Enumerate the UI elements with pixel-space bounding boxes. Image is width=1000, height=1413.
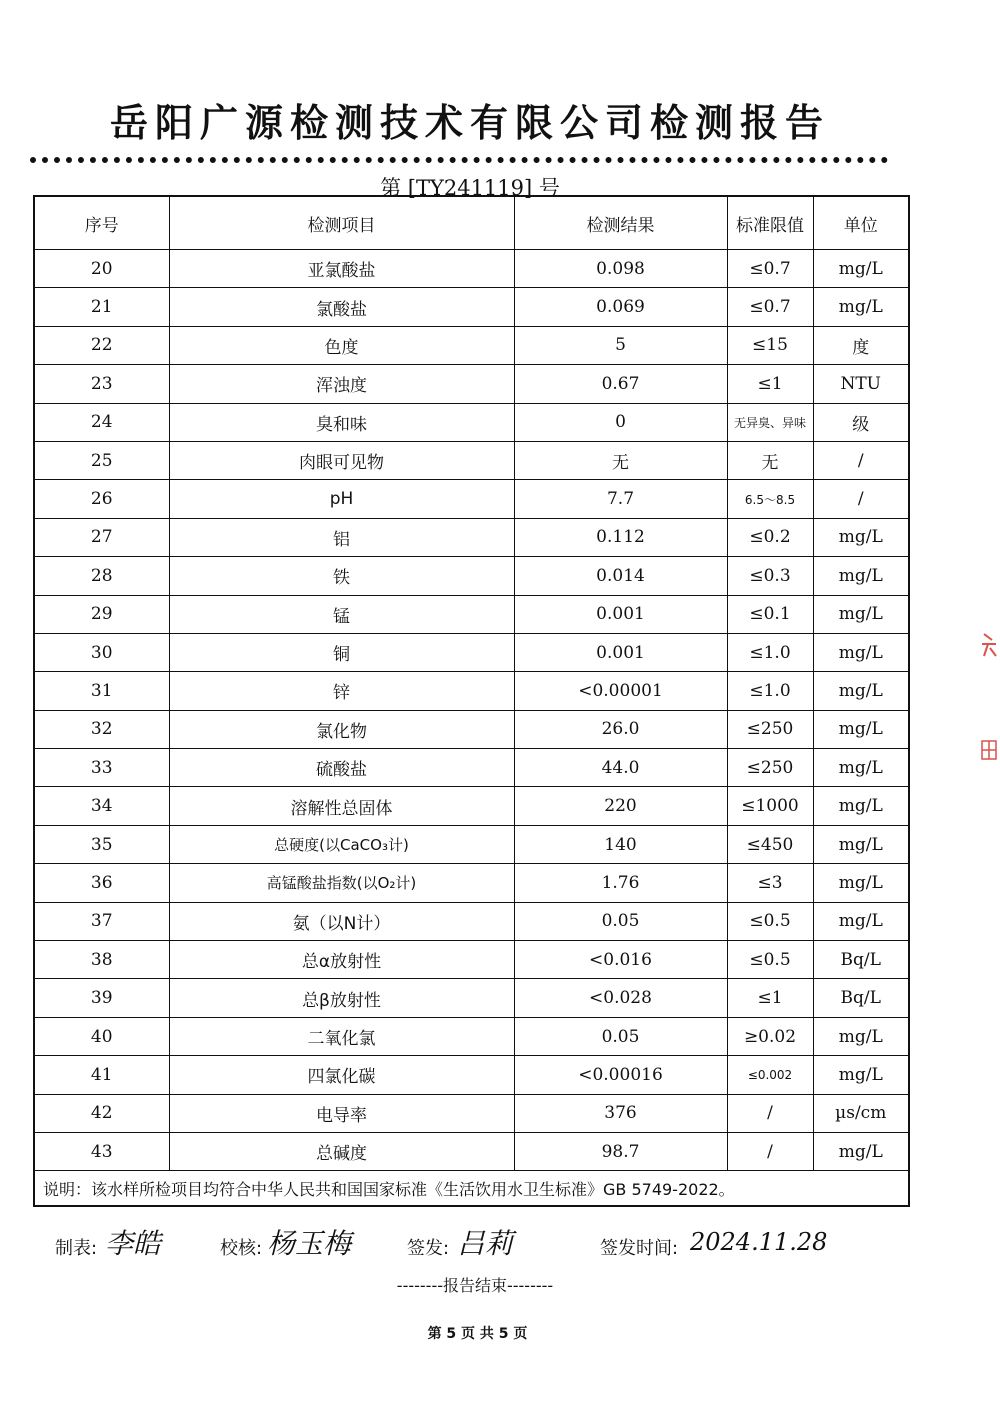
- cell-result: 5: [514, 326, 727, 364]
- report-number: 第 [TY241119] 号: [380, 176, 560, 200]
- cell-serial: 28: [34, 557, 169, 595]
- cell-limit: ≥0.02: [727, 1017, 813, 1055]
- table-row: [34, 710, 909, 748]
- cell-item: 总碱度: [169, 1132, 514, 1170]
- cell-result: 1.76: [514, 864, 727, 902]
- cell-unit: mg/L: [813, 1017, 909, 1055]
- cell-unit: mg/L: [813, 710, 909, 748]
- table-row: [34, 1056, 909, 1094]
- cell-limit: ≤0.2: [727, 518, 813, 556]
- cell-result: 0.069: [514, 288, 727, 326]
- cell-unit: mg/L: [813, 633, 909, 671]
- cell-result: <0.016: [514, 941, 727, 979]
- cell-item: 氯酸盐: [169, 288, 514, 326]
- cell-limit: ≤3: [727, 864, 813, 902]
- cell-result: <0.00001: [514, 672, 727, 710]
- prepared-label: 制表:: [55, 1238, 98, 1259]
- cell-item: 锌: [169, 672, 514, 710]
- table-row: [34, 595, 909, 633]
- cell-serial: 21: [34, 288, 169, 326]
- cell-result: 0.001: [514, 633, 727, 671]
- cell-unit: mg/L: [813, 864, 909, 902]
- cell-limit: 无异臭、异味: [727, 403, 813, 441]
- cell-serial: 30: [34, 633, 169, 671]
- cell-limit: ≤0.3: [727, 557, 813, 595]
- page-number: 第 5 页 共 5 页: [427, 1326, 528, 1342]
- cell-item: 氯化物: [169, 710, 514, 748]
- table-row: [34, 557, 909, 595]
- cell-result: <0.028: [514, 979, 727, 1017]
- cell-serial: 38: [34, 941, 169, 979]
- report-title: 岳阳广源检测技术有限公司检测报告: [109, 101, 830, 145]
- cell-unit: 级: [813, 403, 909, 441]
- cell-unit: mg/L: [813, 1132, 909, 1170]
- cell-item: 铁: [169, 557, 514, 595]
- cell-item: 亚氯酸盐: [169, 250, 514, 288]
- cell-unit: mg/L: [813, 787, 909, 825]
- cell-item: 浑浊度: [169, 365, 514, 403]
- table-row: [34, 288, 909, 326]
- cell-limit: /: [727, 1094, 813, 1132]
- cell-result: 0.014: [514, 557, 727, 595]
- cell-result: 0.05: [514, 902, 727, 940]
- cell-limit: ≤250: [727, 749, 813, 787]
- cell-serial: 27: [34, 518, 169, 556]
- table-row: [34, 633, 909, 671]
- cell-item: 四氯化碳: [169, 1056, 514, 1094]
- cell-item: 氨（以N计）: [169, 902, 514, 940]
- cell-serial: 37: [34, 902, 169, 940]
- issue-date-label: 签发时间:: [600, 1238, 679, 1259]
- cell-item: 总β放射性: [169, 979, 514, 1017]
- header-serial: 序号: [34, 196, 169, 250]
- header-limit: 标准限值: [727, 196, 813, 250]
- cell-serial: 25: [34, 441, 169, 479]
- conformity-note: 说明：该水样所检项目均符合中华人民共和国国家标准《生活饮用水卫生标准》GB 5749-2022。: [34, 1171, 909, 1207]
- cell-result: 0.05: [514, 1017, 727, 1055]
- cell-serial: 43: [34, 1132, 169, 1170]
- table-row: [34, 1017, 909, 1055]
- table-row: [34, 825, 909, 863]
- approved-label: 签发:: [407, 1238, 450, 1259]
- header-result: 检测结果: [514, 196, 727, 250]
- cell-result: 0.67: [514, 365, 727, 403]
- cell-unit: mg/L: [813, 749, 909, 787]
- cell-item: 硫酸盐: [169, 749, 514, 787]
- cell-result: 140: [514, 825, 727, 863]
- cell-unit: mg/L: [813, 902, 909, 940]
- cell-unit: mg/L: [813, 518, 909, 556]
- cell-serial: 32: [34, 710, 169, 748]
- cell-limit: ≤1: [727, 979, 813, 1017]
- issue-date-value: 2024.11.28: [690, 1228, 828, 1256]
- cell-serial: 26: [34, 480, 169, 518]
- table-row: [34, 979, 909, 1017]
- cell-limit: ≤0.002: [727, 1056, 813, 1094]
- results-table-container: [33, 195, 908, 1207]
- table-row: [34, 864, 909, 902]
- cell-limit: 无: [727, 441, 813, 479]
- table-row: [34, 365, 909, 403]
- header-unit: 单位: [813, 196, 909, 250]
- cell-unit: mg/L: [813, 825, 909, 863]
- table-row: [34, 250, 909, 288]
- cell-limit: ≤450: [727, 825, 813, 863]
- cell-unit: NTU: [813, 365, 909, 403]
- results-table: [33, 195, 910, 1207]
- table-row: [34, 1094, 909, 1132]
- cell-result: 0.098: [514, 250, 727, 288]
- table-row: [34, 1132, 909, 1170]
- cell-item: 锰: [169, 595, 514, 633]
- cell-item: 电导率: [169, 1094, 514, 1132]
- signature-line: [55, 1222, 935, 1262]
- cell-serial: 23: [34, 365, 169, 403]
- cell-serial: 42: [34, 1094, 169, 1132]
- cell-serial: 22: [34, 326, 169, 364]
- cell-unit: mg/L: [813, 1056, 909, 1094]
- cell-serial: 41: [34, 1056, 169, 1094]
- cell-item: 溶解性总固体: [169, 787, 514, 825]
- cell-limit: ≤15: [727, 326, 813, 364]
- cell-limit: ≤1: [727, 365, 813, 403]
- cell-result: 26.0: [514, 710, 727, 748]
- cell-item: 臭和味: [169, 403, 514, 441]
- cell-result: 220: [514, 787, 727, 825]
- cell-limit: ≤1000: [727, 787, 813, 825]
- cell-result: 98.7: [514, 1132, 727, 1170]
- cell-result: 0: [514, 403, 727, 441]
- cell-unit: mg/L: [813, 595, 909, 633]
- cell-item: 铝: [169, 518, 514, 556]
- table-row: [34, 403, 909, 441]
- cell-item: 总硬度(以CaCO₃计): [169, 825, 514, 863]
- checked-signature: 杨玉梅: [267, 1227, 352, 1260]
- cell-unit: mg/L: [813, 250, 909, 288]
- table-row: [34, 749, 909, 787]
- table-row: [34, 672, 909, 710]
- header-item: 检测项目: [169, 196, 514, 250]
- cell-unit: mg/L: [813, 288, 909, 326]
- cell-result: 7.7: [514, 480, 727, 518]
- cell-serial: 29: [34, 595, 169, 633]
- cell-item: 色度: [169, 326, 514, 364]
- cell-limit: /: [727, 1132, 813, 1170]
- cell-serial: 20: [34, 250, 169, 288]
- cell-unit: /: [813, 480, 909, 518]
- cell-unit: Bq/L: [813, 941, 909, 979]
- note-row: [34, 1171, 909, 1207]
- table-row: [34, 787, 909, 825]
- cell-limit: ≤0.5: [727, 902, 813, 940]
- cell-result: 0.001: [514, 595, 727, 633]
- table-row: [34, 441, 909, 479]
- cell-limit: ≤0.7: [727, 250, 813, 288]
- table-row: [34, 480, 909, 518]
- red-stamp-fragment-icon: [978, 630, 1000, 660]
- report-end-line: --------报告结束--------: [396, 1276, 554, 1295]
- cell-result: <0.00016: [514, 1056, 727, 1094]
- cell-item: 二氧化氯: [169, 1017, 514, 1055]
- table-row: [34, 518, 909, 556]
- cell-limit: ≤250: [727, 710, 813, 748]
- cell-serial: 39: [34, 979, 169, 1017]
- cell-unit: 度: [813, 326, 909, 364]
- table-header-row: [34, 196, 909, 250]
- table-row: [34, 326, 909, 364]
- cell-result: 376: [514, 1094, 727, 1132]
- cell-serial: 35: [34, 825, 169, 863]
- cell-limit: 6.5～8.5: [727, 480, 813, 518]
- cell-unit: Bq/L: [813, 979, 909, 1017]
- cell-serial: 24: [34, 403, 169, 441]
- table-row: [34, 902, 909, 940]
- cell-item: 总α放射性: [169, 941, 514, 979]
- cell-limit: ≤0.7: [727, 288, 813, 326]
- cell-serial: 34: [34, 787, 169, 825]
- cell-limit: ≤0.1: [727, 595, 813, 633]
- cell-limit: ≤1.0: [727, 672, 813, 710]
- cell-unit: mg/L: [813, 672, 909, 710]
- cell-unit: µs/cm: [813, 1094, 909, 1132]
- cell-result: 44.0: [514, 749, 727, 787]
- checked-label: 校核:: [220, 1238, 263, 1259]
- table-row: [34, 941, 909, 979]
- cell-limit: ≤1.0: [727, 633, 813, 671]
- cell-unit: /: [813, 441, 909, 479]
- prepared-signature: 李皓: [105, 1227, 162, 1260]
- cell-serial: 36: [34, 864, 169, 902]
- cell-item: pH: [169, 480, 514, 518]
- table-body: [34, 250, 909, 1207]
- cell-item: 铜: [169, 633, 514, 671]
- cell-item: 肉眼可见物: [169, 441, 514, 479]
- cell-item: 高锰酸盐指数(以O₂计): [169, 864, 514, 902]
- cell-serial: 31: [34, 672, 169, 710]
- cell-serial: 33: [34, 749, 169, 787]
- cell-limit: ≤0.5: [727, 941, 813, 979]
- cell-result: 无: [514, 441, 727, 479]
- cell-unit: mg/L: [813, 557, 909, 595]
- approved-signature: 吕莉: [457, 1227, 514, 1260]
- cell-result: 0.112: [514, 518, 727, 556]
- red-stamp-fragment-icon: [978, 735, 1000, 765]
- cell-serial: 40: [34, 1017, 169, 1055]
- title-divider: [30, 157, 888, 163]
